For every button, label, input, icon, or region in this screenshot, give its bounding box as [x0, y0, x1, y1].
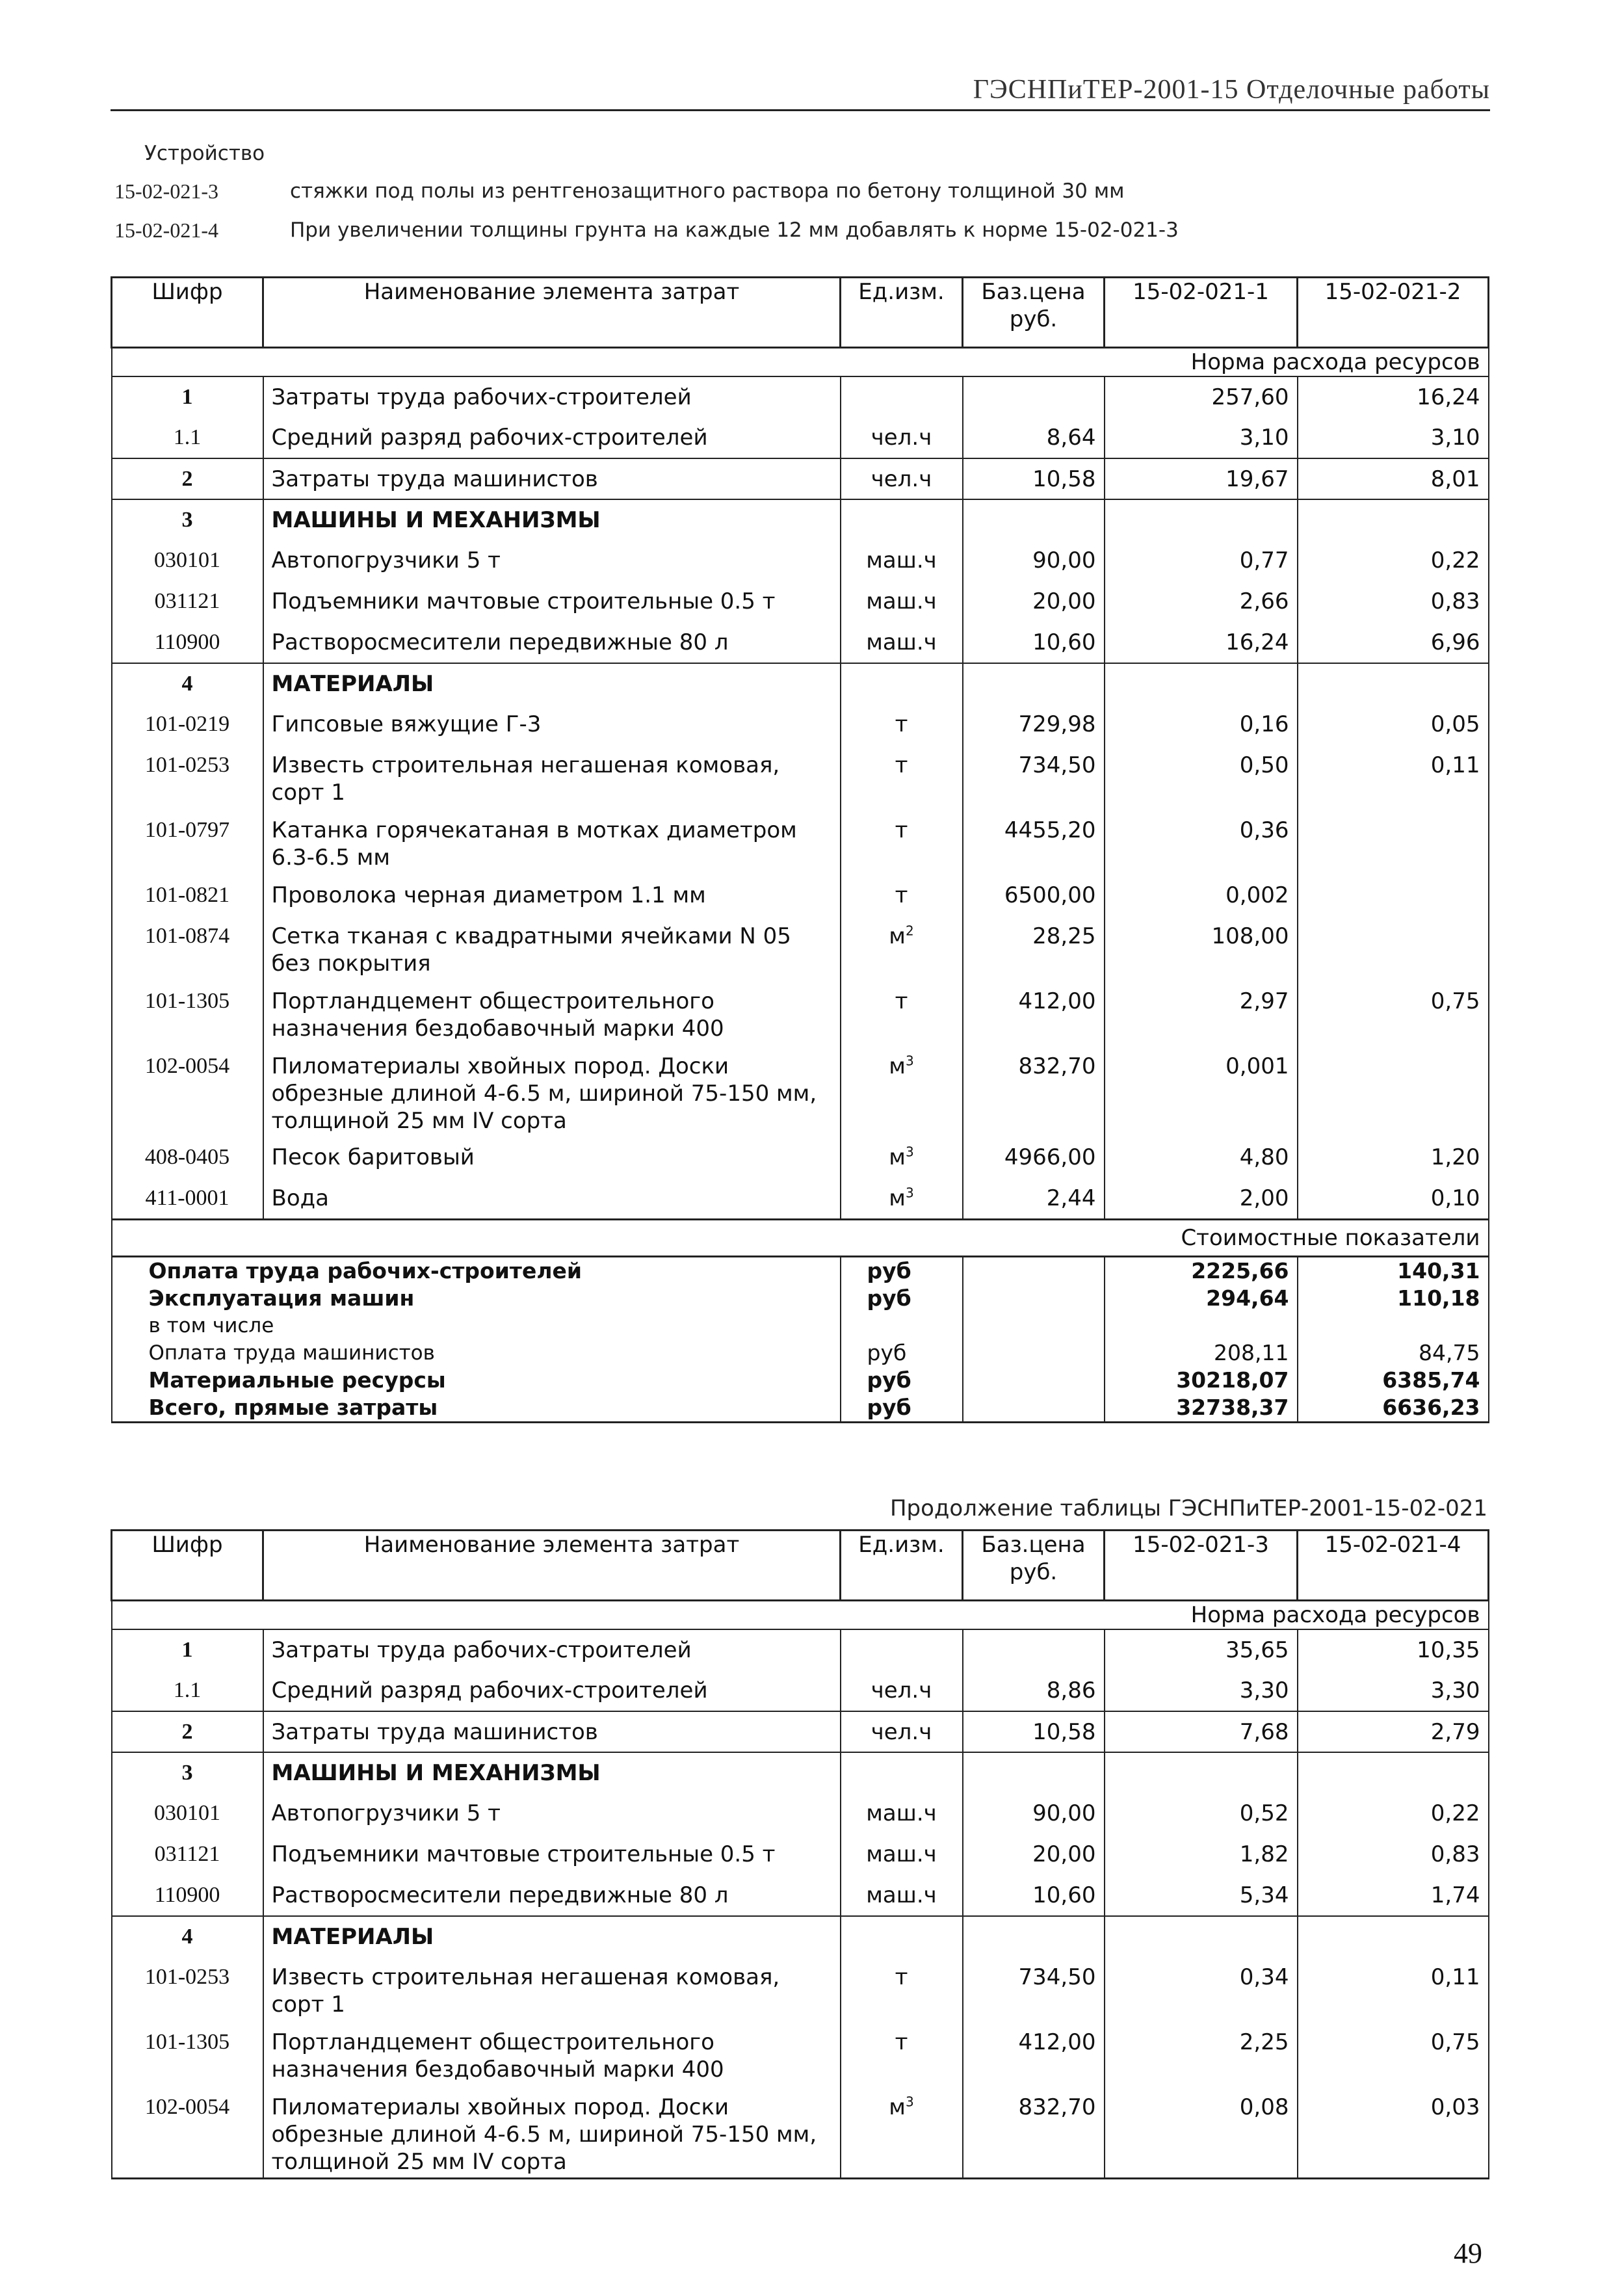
column-header: Наименование элемента затрат [263, 278, 841, 348]
row-unit [841, 540, 963, 581]
row-value-2 [1298, 875, 1489, 916]
row-value-2: 0,05 [1298, 704, 1489, 745]
unit-exponent: 2 [905, 923, 914, 939]
norm-label-row [112, 348, 1489, 377]
unit-text: маш.ч [866, 547, 937, 573]
norm-table-1 [111, 276, 1489, 1423]
cost-name: Материальные ресурсы [112, 1367, 841, 1394]
unit-exponent: 3 [905, 1144, 914, 1160]
row-price [963, 499, 1105, 540]
row-value-1: 0,001 [1105, 1046, 1298, 1137]
table-row [112, 1137, 1489, 1178]
table-row [112, 458, 1489, 499]
row-unit [841, 1916, 963, 1957]
row-price: 20,00 [963, 1834, 1105, 1875]
unit-text: маш.ч [866, 1800, 937, 1826]
row-value-2: 3,10 [1298, 417, 1489, 458]
row-name: МАТЕРИАЛЫ [263, 1916, 841, 1957]
unit-exponent: 3 [905, 2094, 914, 2110]
cost-row [112, 1394, 1489, 1423]
row-code: 1 [112, 1629, 263, 1670]
cost-value-1 [1105, 1312, 1298, 1339]
row-name: Затраты труда рабочих-строителей [263, 376, 841, 417]
row-value-2 [1298, 1752, 1489, 1793]
row-unit [841, 1793, 963, 1834]
column-header: Баз.цена руб. [963, 1531, 1105, 1601]
row-unit [841, 1629, 963, 1670]
row-name: Автопогрузчики 5 т [263, 540, 841, 581]
row-unit [841, 499, 963, 540]
row-code: 030101 [112, 1793, 263, 1834]
row-name: Песок баритовый [263, 1137, 841, 1178]
row-unit [841, 2022, 963, 2087]
cost-unit: руб [841, 1367, 963, 1394]
row-value-1: 0,77 [1105, 540, 1298, 581]
row-unit [841, 981, 963, 1046]
row-value-1: 0,08 [1105, 2087, 1298, 2178]
unit-exponent: 3 [905, 1185, 914, 1201]
row-code: 1 [112, 376, 263, 417]
intro-text-2: При увеличении толщины грунта на каждые 12 мм добавлять к норме 15-02-021-3 [290, 218, 1179, 242]
cost-value-2 [1298, 1312, 1489, 1339]
row-name: Средний разряд рабочих-строителей [263, 417, 841, 458]
row-value-2 [1298, 1916, 1489, 1957]
unit-text: т [895, 882, 908, 908]
row-name: Пиломатериалы хвойных пород. Доски обрезные длиной 4-6.5 м, шириной 75-150 мм, толщиной 25 мм IV сорта [263, 1046, 841, 1137]
row-value-1: 4,80 [1105, 1137, 1298, 1178]
row-name: Известь строительная негашеная комовая, сорт 1 [263, 1957, 841, 2022]
section-title: Устройство [144, 142, 265, 165]
unit-text: чел.ч [871, 1719, 932, 1745]
row-value-2: 0,03 [1298, 2087, 1489, 2178]
row-name: Автопогрузчики 5 т [263, 1793, 841, 1834]
cost-value-2: 110,18 [1298, 1285, 1489, 1312]
row-price: 8,64 [963, 417, 1105, 458]
row-price [963, 376, 1105, 417]
unit-text: маш.ч [866, 588, 937, 614]
cost-unit: руб [841, 1394, 963, 1423]
table-row [112, 1752, 1489, 1793]
row-price: 2,44 [963, 1178, 1105, 1219]
row-name: Портландцемент общестроительного назначения бездобавочный марки 400 [263, 2022, 841, 2087]
row-value-2: 2,79 [1298, 1711, 1489, 1752]
unit-text: т [895, 988, 908, 1014]
row-price: 10,58 [963, 458, 1105, 499]
row-price: 412,00 [963, 2022, 1105, 2087]
row-code: 4 [112, 1916, 263, 1957]
cost-price [963, 1367, 1105, 1394]
row-code: 3 [112, 1752, 263, 1793]
intro-text-1: стяжки под полы из рентгенозащитного раствора по бетону толщиной 30 мм [290, 179, 1125, 203]
row-value-1: 2,97 [1105, 981, 1298, 1046]
row-code: 102-0054 [112, 1046, 263, 1137]
unit-text: чел.ч [871, 466, 932, 492]
cost-value-1: 32738,37 [1105, 1394, 1298, 1423]
table-row [112, 1629, 1489, 1670]
cost-value-1: 30218,07 [1105, 1367, 1298, 1394]
table-row [112, 663, 1489, 704]
row-value-1: 16,24 [1105, 622, 1298, 663]
row-value-2 [1298, 1046, 1489, 1137]
table-row [112, 581, 1489, 622]
row-code: 101-0797 [112, 810, 263, 875]
cost-value-2: 6636,23 [1298, 1394, 1489, 1423]
cost-value-1: 294,64 [1105, 1285, 1298, 1312]
cost-unit: руб [841, 1285, 963, 1312]
row-unit [841, 745, 963, 810]
cost-name: Оплата труда машинистов [112, 1339, 841, 1367]
row-value-1: 0,36 [1105, 810, 1298, 875]
cost-price [963, 1339, 1105, 1367]
row-unit [841, 916, 963, 981]
row-value-1: 0,002 [1105, 875, 1298, 916]
cost-name: в том числе [112, 1312, 841, 1339]
row-value-1: 0,16 [1105, 704, 1298, 745]
row-code: 110900 [112, 622, 263, 663]
row-price [963, 663, 1105, 704]
row-unit [841, 1046, 963, 1137]
row-value-1: 1,82 [1105, 1834, 1298, 1875]
row-value-1 [1105, 1916, 1298, 1957]
row-code: 4 [112, 663, 263, 704]
cost-name: Оплата труда рабочих-строителей [112, 1256, 841, 1285]
norm-label: Норма расхода ресурсов [112, 1601, 1489, 1630]
row-code: 1.1 [112, 1670, 263, 1711]
row-code: 110900 [112, 1875, 263, 1916]
row-price: 4455,20 [963, 810, 1105, 875]
row-price: 8,86 [963, 1670, 1105, 1711]
continuation-caption: Продолжение таблицы ГЭСНПиТЕР-2001-15-02-021 [889, 1495, 1487, 1521]
row-price [963, 1629, 1105, 1670]
row-value-2: 0,83 [1298, 1834, 1489, 1875]
table-row [112, 810, 1489, 875]
row-value-1: 0,50 [1105, 745, 1298, 810]
row-value-2: 3,30 [1298, 1670, 1489, 1711]
table-row [112, 2087, 1489, 2178]
row-unit [841, 663, 963, 704]
table-row [112, 745, 1489, 810]
cost-row [112, 1367, 1489, 1394]
unit-text: м [889, 2094, 906, 2120]
column-header: Ед.изм. [841, 278, 963, 348]
row-value-1: 257,60 [1105, 376, 1298, 417]
table-row [112, 1834, 1489, 1875]
unit-text: м [889, 1053, 906, 1079]
column-header: Ед.изм. [841, 1531, 963, 1601]
table-row [112, 1916, 1489, 1957]
row-name: МАТЕРИАЛЫ [263, 663, 841, 704]
column-header: 15-02-021-3 [1105, 1531, 1298, 1601]
table-row [112, 1875, 1489, 1916]
row-name: МАШИНЫ И МЕХАНИЗМЫ [263, 499, 841, 540]
cost-price [963, 1285, 1105, 1312]
row-code: 031121 [112, 1834, 263, 1875]
row-name: Затраты труда машинистов [263, 1711, 841, 1752]
row-price: 729,98 [963, 704, 1105, 745]
row-value-1 [1105, 499, 1298, 540]
row-name: Сетка тканая с квадратными ячейками N 05 без покрытия [263, 916, 841, 981]
row-name: Портландцемент общестроительного назначения бездобавочный марки 400 [263, 981, 841, 1046]
header-title: ГЭСНПиТЕР-2001-15 Отделочные работы [973, 75, 1490, 105]
cost-unit: руб [841, 1339, 963, 1367]
row-code: 031121 [112, 581, 263, 622]
unit-text: м [889, 1144, 906, 1170]
row-unit [841, 1137, 963, 1178]
row-code: 1.1 [112, 417, 263, 458]
unit-exponent: 3 [905, 1053, 914, 1069]
row-name: Катанка горячекатаная в мотках диаметром 6.3-6.5 мм [263, 810, 841, 875]
row-value-2 [1298, 663, 1489, 704]
row-name: Подъемники мачтовые строительные 0.5 т [263, 581, 841, 622]
page-number: 49 [1454, 2237, 1482, 2269]
row-value-2: 0,75 [1298, 981, 1489, 1046]
row-unit [841, 1957, 963, 2022]
header-row [112, 278, 1489, 348]
row-value-2: 10,35 [1298, 1629, 1489, 1670]
row-price: 832,70 [963, 2087, 1105, 2178]
unit-text: м [889, 923, 906, 949]
row-unit [841, 1752, 963, 1793]
row-value-2: 16,24 [1298, 376, 1489, 417]
row-unit [841, 704, 963, 745]
table-row [112, 916, 1489, 981]
row-code: 101-1305 [112, 2022, 263, 2087]
row-value-1: 3,10 [1105, 417, 1298, 458]
row-price [963, 1752, 1105, 1793]
row-unit [841, 875, 963, 916]
row-value-2: 0,75 [1298, 2022, 1489, 2087]
row-code: 101-0253 [112, 745, 263, 810]
norm-label: Норма расхода ресурсов [112, 348, 1489, 377]
row-unit [841, 1875, 963, 1916]
table-row [112, 1178, 1489, 1219]
table-row [112, 1793, 1489, 1834]
table-row [112, 540, 1489, 581]
table-row [112, 1957, 1489, 2022]
row-code: 101-0219 [112, 704, 263, 745]
row-price: 20,00 [963, 581, 1105, 622]
table-row [112, 2022, 1489, 2087]
cost-unit [841, 1312, 963, 1339]
table-row [112, 376, 1489, 417]
cost-unit: руб [841, 1256, 963, 1285]
row-price: 734,50 [963, 1957, 1105, 2022]
row-unit [841, 622, 963, 663]
row-name: Пиломатериалы хвойных пород. Доски обрезные длиной 4-6.5 м, шириной 75-150 мм, толщиной 25 мм IV сорта [263, 2087, 841, 2178]
row-code: 101-0253 [112, 1957, 263, 2022]
cost-row [112, 1312, 1489, 1339]
row-unit [841, 458, 963, 499]
row-value-1: 19,67 [1105, 458, 1298, 499]
row-code: 101-1305 [112, 981, 263, 1046]
row-value-1: 108,00 [1105, 916, 1298, 981]
row-code: 101-0874 [112, 916, 263, 981]
row-name: Подъемники мачтовые строительные 0.5 т [263, 1834, 841, 1875]
row-value-2: 1,20 [1298, 1137, 1489, 1178]
row-price: 412,00 [963, 981, 1105, 1046]
row-value-2: 6,96 [1298, 622, 1489, 663]
row-name: Проволока черная диаметром 1.1 мм [263, 875, 841, 916]
column-header: 15-02-021-1 [1105, 278, 1298, 348]
row-value-1: 5,34 [1105, 1875, 1298, 1916]
row-unit [841, 1711, 963, 1752]
row-value-1: 2,00 [1105, 1178, 1298, 1219]
row-price: 90,00 [963, 540, 1105, 581]
row-code: 2 [112, 458, 263, 499]
unit-text: маш.ч [866, 629, 937, 655]
column-header: Шифр [112, 278, 263, 348]
intro-code-1: 15-02-021-3 [114, 179, 218, 203]
unit-text: маш.ч [866, 1882, 937, 1908]
row-value-2 [1298, 810, 1489, 875]
row-value-1: 7,68 [1105, 1711, 1298, 1752]
row-code: 101-0821 [112, 875, 263, 916]
table-row [112, 704, 1489, 745]
header-row [112, 1531, 1489, 1601]
row-unit [841, 417, 963, 458]
row-value-2: 8,01 [1298, 458, 1489, 499]
row-price: 832,70 [963, 1046, 1105, 1137]
row-unit [841, 1178, 963, 1219]
cost-price [963, 1312, 1105, 1339]
row-code: 2 [112, 1711, 263, 1752]
row-value-2: 0,22 [1298, 1793, 1489, 1834]
unit-text: т [895, 1964, 908, 1990]
row-unit [841, 810, 963, 875]
table-row [112, 499, 1489, 540]
row-code: 408-0405 [112, 1137, 263, 1178]
row-value-2 [1298, 499, 1489, 540]
cost-value-1: 2225,66 [1105, 1256, 1298, 1285]
column-header: Шифр [112, 1531, 263, 1601]
cost-label: Стоимостные показатели [112, 1219, 1489, 1256]
table-row [112, 875, 1489, 916]
unit-text: м [889, 1185, 906, 1211]
table-row [112, 981, 1489, 1046]
row-code: 102-0054 [112, 2087, 263, 2178]
cost-label-row [112, 1219, 1489, 1256]
row-value-1: 2,66 [1105, 581, 1298, 622]
row-unit [841, 1670, 963, 1711]
column-header: 15-02-021-4 [1298, 1531, 1489, 1601]
row-value-1: 3,30 [1105, 1670, 1298, 1711]
row-unit [841, 581, 963, 622]
row-value-2: 0,83 [1298, 581, 1489, 622]
column-header: 15-02-021-2 [1298, 278, 1489, 348]
row-name: Вода [263, 1178, 841, 1219]
cost-value-2: 140,31 [1298, 1256, 1489, 1285]
norm-label-row [112, 1601, 1489, 1630]
norm-table-2 [111, 1529, 1489, 2179]
column-header: Баз.цена руб. [963, 278, 1105, 348]
table-row [112, 417, 1489, 458]
intro-code-2: 15-02-021-4 [114, 218, 218, 242]
row-name: Затраты труда машинистов [263, 458, 841, 499]
unit-text: маш.ч [866, 1841, 937, 1867]
cost-value-1: 208,11 [1105, 1339, 1298, 1367]
row-unit [841, 376, 963, 417]
row-name: Растворосмесители передвижные 80 л [263, 1875, 841, 1916]
row-price: 28,25 [963, 916, 1105, 981]
column-header: Наименование элемента затрат [263, 1531, 841, 1601]
unit-text: т [895, 711, 908, 737]
row-unit [841, 2087, 963, 2178]
cost-price [963, 1256, 1105, 1285]
unit-text: т [895, 2029, 908, 2055]
unit-text: чел.ч [871, 425, 932, 451]
row-name: Гипсовые вяжущие Г-3 [263, 704, 841, 745]
row-price: 734,50 [963, 745, 1105, 810]
unit-text: чел.ч [871, 1677, 932, 1703]
row-value-1: 0,52 [1105, 1793, 1298, 1834]
row-name: Средний разряд рабочих-строителей [263, 1670, 841, 1711]
row-value-2: 0,11 [1298, 745, 1489, 810]
row-price: 10,60 [963, 622, 1105, 663]
row-value-1 [1105, 663, 1298, 704]
row-value-1: 0,34 [1105, 1957, 1298, 2022]
row-name: Затраты труда рабочих-строителей [263, 1629, 841, 1670]
running-header [111, 72, 1490, 111]
row-code: 3 [112, 499, 263, 540]
row-name: Известь строительная негашеная комовая, сорт 1 [263, 745, 841, 810]
table-row [112, 1711, 1489, 1752]
row-price: 10,58 [963, 1711, 1105, 1752]
cost-name: Эксплуатация машин [112, 1285, 841, 1312]
row-value-2: 0,22 [1298, 540, 1489, 581]
unit-text: т [895, 817, 908, 843]
row-code: 411-0001 [112, 1178, 263, 1219]
unit-text: т [895, 752, 908, 778]
cost-name: Всего, прямые затраты [112, 1394, 841, 1423]
cost-value-2: 84,75 [1298, 1339, 1489, 1367]
cost-value-2: 6385,74 [1298, 1367, 1489, 1394]
row-value-1 [1105, 1752, 1298, 1793]
row-price: 6500,00 [963, 875, 1105, 916]
row-code: 030101 [112, 540, 263, 581]
row-value-2: 0,11 [1298, 1957, 1489, 2022]
row-unit [841, 1834, 963, 1875]
row-name: МАШИНЫ И МЕХАНИЗМЫ [263, 1752, 841, 1793]
table-row [112, 622, 1489, 663]
cost-row [112, 1256, 1489, 1285]
row-price [963, 1916, 1105, 1957]
row-price: 90,00 [963, 1793, 1105, 1834]
row-price: 10,60 [963, 1875, 1105, 1916]
row-price: 4966,00 [963, 1137, 1105, 1178]
row-value-1: 2,25 [1105, 2022, 1298, 2087]
table-row [112, 1046, 1489, 1137]
table-row [112, 1670, 1489, 1711]
cost-price [963, 1394, 1105, 1423]
row-value-2 [1298, 916, 1489, 981]
row-name: Растворосмесители передвижные 80 л [263, 622, 841, 663]
cost-row [112, 1339, 1489, 1367]
row-value-1: 35,65 [1105, 1629, 1298, 1670]
row-value-2: 1,74 [1298, 1875, 1489, 1916]
row-value-2: 0,10 [1298, 1178, 1489, 1219]
cost-row [112, 1285, 1489, 1312]
